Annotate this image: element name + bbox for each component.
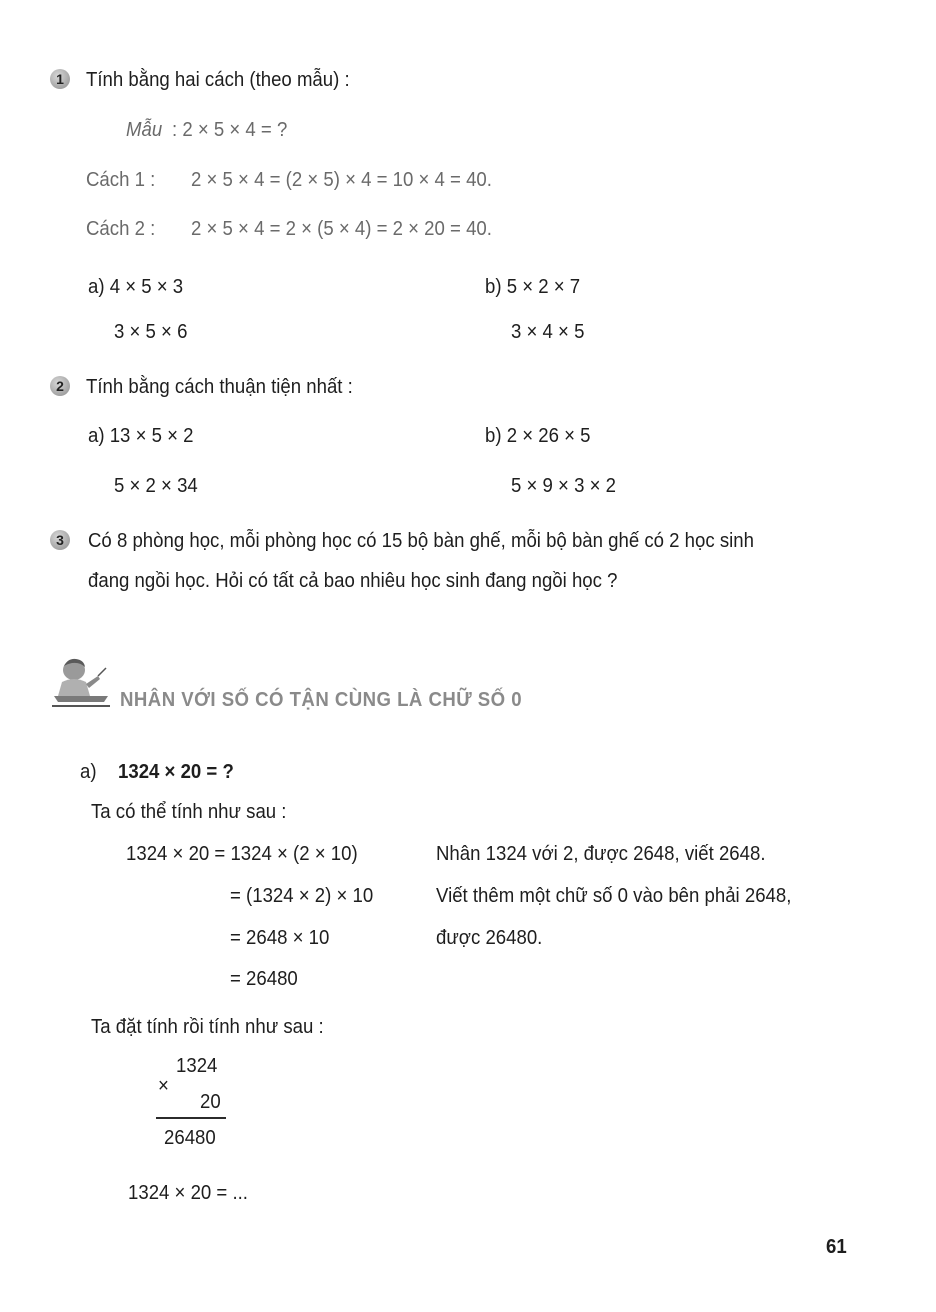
lesson-a-expression: 1324 × 20 = ?: [118, 761, 234, 783]
final-expression: 1324 × 20 = ...: [128, 1182, 248, 1204]
column-top-number: 1324: [176, 1055, 218, 1077]
step-3: = 2648 × 10: [230, 927, 330, 949]
page-number: 61: [826, 1236, 847, 1258]
explain-line-2: Viết thêm một chữ số 0 vào bên phải 2648,: [436, 885, 792, 907]
exercise-1-b-line-2: 3 × 4 × 5: [511, 321, 585, 343]
way-2-label: Cách 2 :: [86, 218, 156, 240]
exercise-1-b-line-1: b) 5 × 2 × 7: [485, 276, 581, 298]
explain-line-3: được 26480.: [436, 927, 543, 949]
lesson-intro: Ta có thể tính như sau :: [91, 801, 287, 823]
exercise-1-a-line-1: a) 4 × 5 × 3: [88, 276, 184, 298]
exercise-1-badge: 1: [50, 69, 70, 89]
exercise-2-badge: 2: [50, 376, 70, 396]
column-bottom-number: 20: [200, 1091, 221, 1113]
step-2: = (1324 × 2) × 10: [230, 885, 374, 907]
exercise-3-line-1: Có 8 phòng học, mỗi phòng học có 15 bộ bàn ghế, mỗi bộ bàn ghế có 2 học sinh: [88, 530, 754, 552]
column-multiply-sign: ×: [158, 1075, 169, 1097]
exercise-2-b-line-2: 5 × 9 × 3 × 2: [511, 475, 616, 497]
column-intro: Ta đặt tính rồi tính như sau :: [91, 1016, 324, 1038]
step-1: 1324 × 20 = 1324 × (2 × 10): [126, 843, 358, 865]
exercise-2-title: Tính bằng cách thuận tiện nhất :: [86, 376, 353, 398]
exercise-2-a-line-1: a) 13 × 5 × 2: [88, 425, 194, 447]
lesson-a-label: a): [80, 761, 97, 783]
exercise-3-badge: 3: [50, 530, 70, 550]
exercise-2-a-line-2: 5 × 2 × 34: [114, 475, 198, 497]
lesson-heading: NHÂN VỚI SỐ CÓ TẬN CÙNG LÀ CHỮ SỐ 0: [120, 689, 523, 711]
student-illustration-icon: [50, 656, 112, 708]
way-1-label: Cách 1 :: [86, 169, 156, 191]
sample-expression: : 2 × 5 × 4 = ?: [172, 119, 288, 141]
exercise-1-title: Tính bằng hai cách (theo mẫu) :: [86, 69, 350, 91]
way-1-expression: 2 × 5 × 4 = (2 × 5) × 4 = 10 × 4 = 40.: [191, 169, 492, 191]
way-2-expression: 2 × 5 × 4 = 2 × (5 × 4) = 2 × 20 = 40.: [191, 218, 492, 240]
column-rule: [156, 1117, 226, 1119]
sample-label: Mẫu: [126, 119, 163, 141]
exercise-3-line-2: đang ngồi học. Hỏi có tất cả bao nhiêu học sinh đang ngồi học ?: [88, 570, 618, 592]
step-4: = 26480: [230, 968, 298, 990]
exercise-1-a-line-2: 3 × 5 × 6: [114, 321, 188, 343]
column-result: 26480: [164, 1127, 216, 1149]
exercise-2-b-line-1: b) 2 × 26 × 5: [485, 425, 591, 447]
explain-line-1: Nhân 1324 với 2, được 2648, viết 2648.: [436, 843, 766, 865]
